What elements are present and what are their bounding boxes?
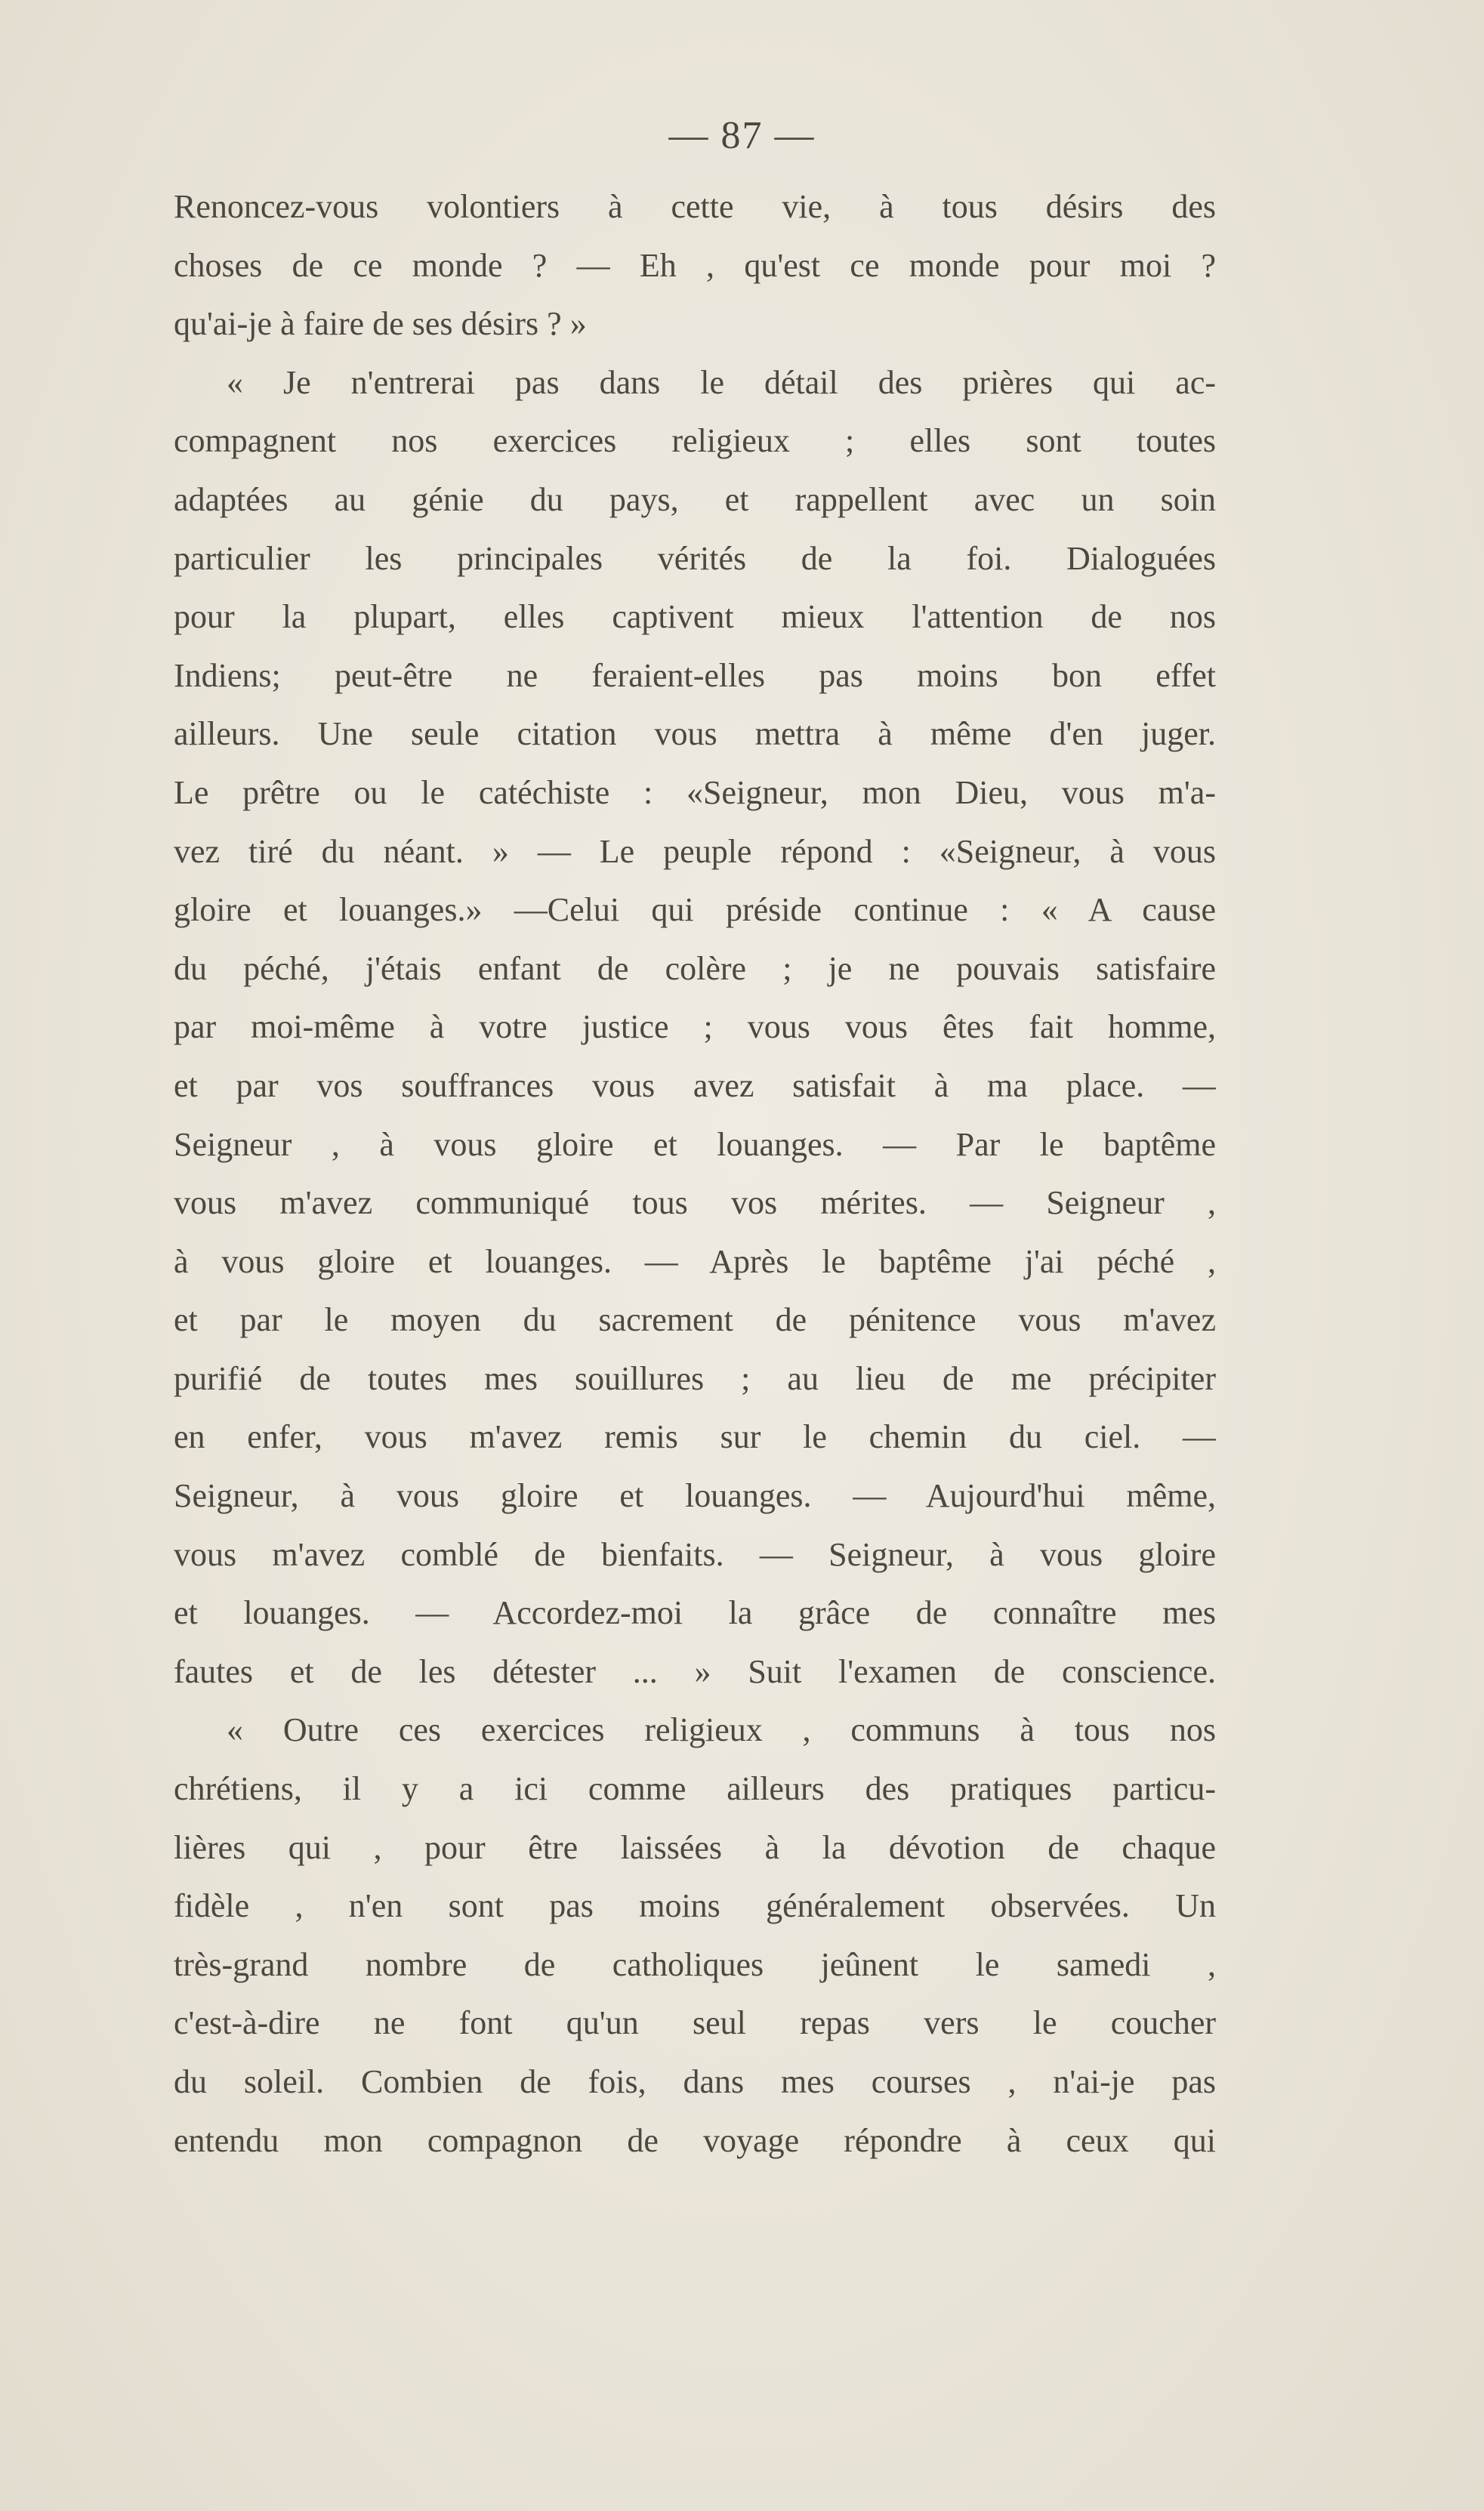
- text-line: Indiens; peut-être ne feraient-elles pas moins bon effet: [174, 656, 1216, 694]
- text-line: par moi-même à votre justice ; vous vous êtes fait homme,: [174, 1008, 1216, 1046]
- text-line: du péché, j'étais enfant de colère ; je ne pouvais satisfaire: [174, 949, 1216, 987]
- text-line: Seigneur, à vous gloire et louanges. — Aujourd'hui même,: [174, 1477, 1216, 1515]
- text-line: vous m'avez communiqué tous vos mérites. — Seigneur ,: [174, 1184, 1216, 1222]
- text-line: purifié de toutes mes souillures ; au lieu de me précipiter: [174, 1359, 1216, 1397]
- text-line: « Outre ces exercices religieux , communs à tous nos: [227, 1711, 1216, 1749]
- text-line: adaptées au génie du pays, et rappellent avec un soin: [174, 480, 1216, 518]
- text-line: vez tiré du néant. » — Le peuple répond : «Seigneur, à vous: [174, 832, 1216, 870]
- text-line: et par vos souffrances vous avez satisfait à ma place. —: [174, 1066, 1216, 1104]
- body-text: [174, 177, 1216, 2170]
- text-line: gloire et louanges.» —Celui qui préside continue : « A cause: [174, 891, 1216, 929]
- text-line: vous m'avez comblé de bienfaits. — Seigneur, à vous gloire: [174, 1535, 1216, 1573]
- text-line: en enfer, vous m'avez remis sur le chemin du ciel. —: [174, 1418, 1216, 1456]
- text-line: Le prêtre ou le catéchiste : «Seigneur, mon Dieu, vous m'a-: [174, 773, 1216, 811]
- text-line: « Je n'entrerai pas dans le détail des prières qui ac-: [227, 363, 1216, 401]
- page-number: — 87 —: [668, 114, 816, 157]
- text-line: et louanges. — Accordez-moi la grâce de connaître mes: [174, 1594, 1216, 1632]
- text-line: fautes et de les détester ... » Suit l'examen de conscience.: [174, 1652, 1216, 1690]
- text-line: ailleurs. Une seule citation vous mettra à même d'en juger.: [174, 715, 1216, 753]
- text-line: qu'ai-je à faire de ses désirs ? »: [174, 305, 587, 343]
- text-line: lières qui , pour être laissées à la dévotion de chaque: [174, 1828, 1216, 1866]
- text-line: du soleil. Combien de fois, dans mes courses , n'ai-je pas: [174, 2063, 1216, 2100]
- text-line: Renoncez-vous volontiers à cette vie, à tous désirs des: [174, 188, 1216, 225]
- text-line: pour la plupart, elles captivent mieux l'attention de nos: [174, 598, 1216, 636]
- text-line: entendu mon compagnon de voyage répondre à ceux qui: [174, 2121, 1216, 2159]
- text-line: Seigneur , à vous gloire et louanges. — Par le baptême: [174, 1125, 1216, 1163]
- text-line: très-grand nombre de catholiques jeûnent le samedi ,: [174, 1945, 1216, 1983]
- text-line: c'est-à-dire ne font qu'un seul repas vers le coucher: [174, 2004, 1216, 2042]
- text-line: compagnent nos exercices religieux ; elles sont toutes: [174, 422, 1216, 460]
- text-line: particulier les principales vérités de la foi. Dialoguées: [174, 539, 1216, 577]
- text-line: chrétiens, il y a ici comme ailleurs des pratiques particu-: [174, 1770, 1216, 1808]
- text-line: et par le moyen du sacrement de pénitence vous m'avez: [174, 1301, 1216, 1339]
- text-line: choses de ce monde ? — Eh , qu'est ce monde pour moi ?: [174, 246, 1216, 284]
- text-line: fidèle , n'en sont pas moins généralement observées. Un: [174, 1887, 1216, 1925]
- text-line: à vous gloire et louanges. — Après le baptême j'ai péché ,: [174, 1242, 1216, 1280]
